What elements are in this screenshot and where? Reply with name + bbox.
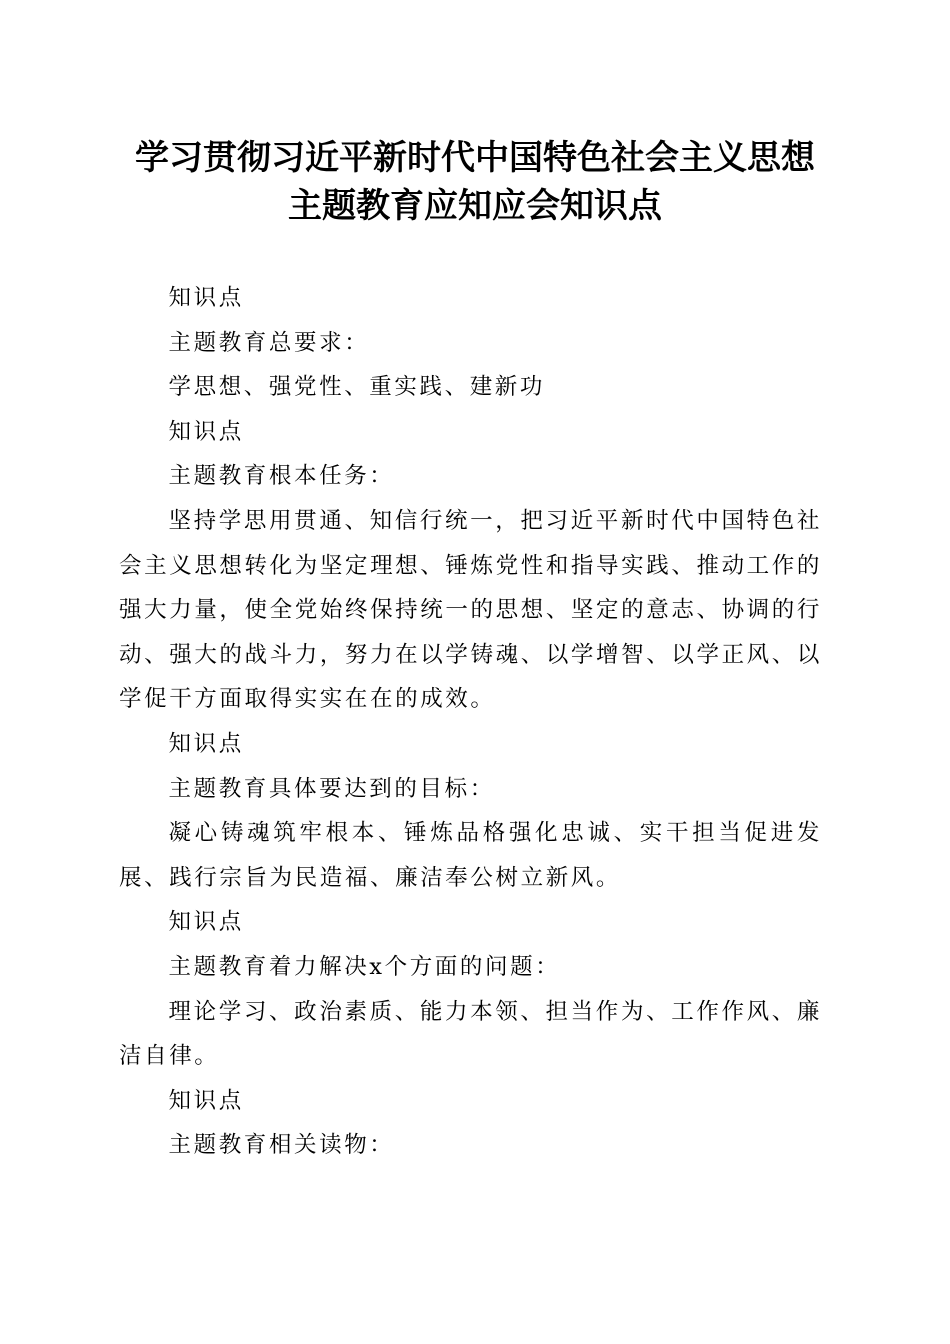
paragraph: 主题教育根本任务：	[168, 463, 395, 490]
paragraph: 主题教育着力解决x个方面的问题：	[168, 953, 561, 980]
document-body	[119, 276, 822, 1168]
paragraph: 理论学习、政治素质、能力本领、担当作为、工作作风、廉洁自律。	[119, 998, 822, 1070]
paragraph: 学思想、强党性、重实践、建新功	[168, 374, 546, 401]
title-line-1: 学习贯彻习近平新时代中国特色社会主义思想	[135, 138, 815, 178]
section-heading: 知识点	[168, 730, 244, 757]
paragraph: 主题教育总要求：	[168, 329, 370, 356]
section-heading: 知识点	[168, 285, 244, 311]
paragraph: 主题教育具体要达到的目标：	[168, 775, 495, 802]
paragraph: 凝心铸魂筑牢根本、锤炼品格强化忠诚、实干担当促进发展、践行宗旨为民造福、廉洁奉公树立新风。	[119, 820, 822, 891]
section-heading: 知识点	[168, 1087, 244, 1114]
paragraph: 主题教育相关读物：	[168, 1132, 395, 1159]
section-heading: 知识点	[168, 418, 244, 445]
document-title	[0, 134, 950, 230]
section-heading: 知识点	[168, 909, 244, 936]
title-line-2: 主题教育应知应会知识点	[288, 186, 662, 226]
paragraph: 坚持学思用贯通、知信行统一，把习近平新时代中国特色社会主义思想转化为坚定理想、锤炼党性和指导实践、推动工作的强大力量，使全党始终保持统一的思想、坚定的意志、协调的行动、强大的战斗力，努力在以学铸魂、以学增智、以学正风、以学促干方面取得实实在在的成效。	[119, 507, 822, 713]
